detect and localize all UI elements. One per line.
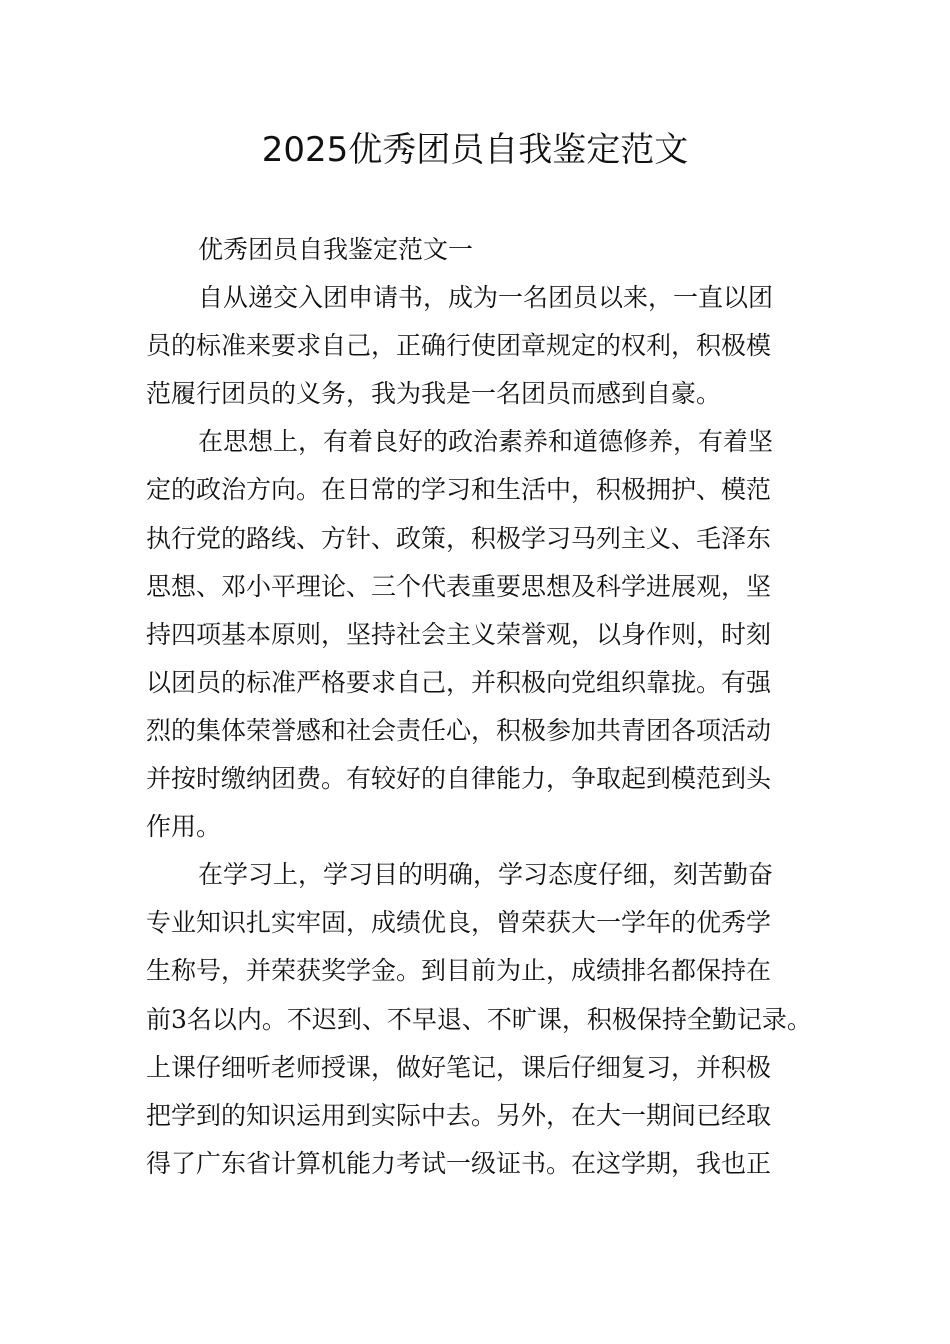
paragraph-line: 上课仔细听老师授课，做好笔记，课后仔细复习，并积极 <box>146 1052 772 1082</box>
paragraph-line: 在学习上，学习目的明确，学习态度仔细，刻苦勤奋 <box>198 860 774 890</box>
section-heading: 优秀团员自我鉴定范文一 <box>198 235 474 264</box>
paragraph-line: 员的标准来要求自己，正确行使团章规定的权利，积极模 <box>146 331 772 361</box>
paragraph-line: 烈的集体荣誉感和社会责任心，积极参加共青团各项活动 <box>146 715 772 745</box>
paragraph-line: 作用。 <box>146 812 222 842</box>
paragraph-line: 得了广东省计算机能力考试一级证书。在这学期，我也正 <box>146 1148 772 1178</box>
paragraph-line: 前3名以内。不迟到、不早退、不旷课，积极保持全勤记录。 <box>146 1004 812 1034</box>
paragraph-line: 生称号，并荣获奖学金。到目前为止，成绩排名都保持在 <box>146 956 772 986</box>
document-body <box>146 226 826 1188</box>
paragraph-line: 定的政治方向。在日常的学习和生活中，积极拥护、模范 <box>146 475 772 505</box>
paragraph-line: 把学到的知识运用到实际中去。另外，在大一期间已经取 <box>146 1100 772 1130</box>
paragraph-1 <box>146 274 826 418</box>
paragraph-line: 思想、邓小平理论、三个代表重要思想及科学进展观，坚 <box>146 571 772 601</box>
paragraph-2 <box>146 418 826 851</box>
paragraph-line: 自从递交入团申请书，成为一名团员以来，一直以团 <box>198 283 774 313</box>
paragraph-line: 执行党的路线、方针、政策，积极学习马列主义、毛泽东 <box>146 523 772 553</box>
document-title: 2025优秀团员自我鉴定范文 <box>261 130 689 170</box>
paragraph-line: 并按时缴纳团费。有较好的自律能力，争取起到模范到头 <box>146 764 772 794</box>
paragraph-3 <box>146 851 826 1188</box>
paragraph-line: 以团员的标准严格要求自己，并积极向党组织靠拢。有强 <box>146 667 772 697</box>
paragraph-line: 持四项基本原则，坚持社会主义荣誉观，以身作则，时刻 <box>146 619 772 649</box>
paragraph-line: 在思想上，有着良好的政治素养和道德修养，有着坚 <box>198 427 774 457</box>
paragraph-line: 专业知识扎实牢固，成绩优良，曾荣获大一学年的优秀学 <box>146 908 772 938</box>
paragraph-line: 范履行团员的义务，我为我是一名团员而感到自豪。 <box>146 379 722 409</box>
